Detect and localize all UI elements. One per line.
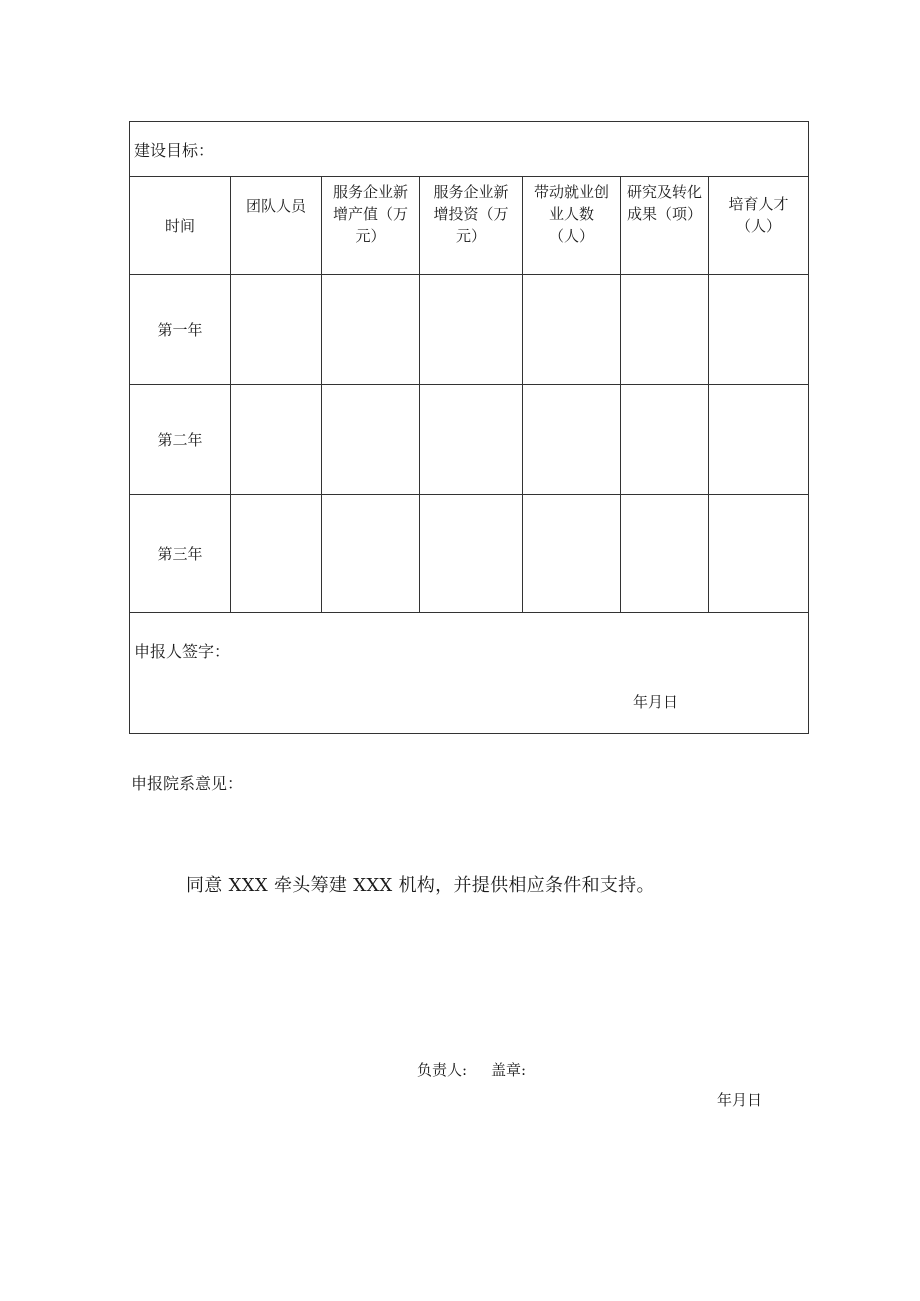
input-cell[interactable] (420, 385, 523, 495)
responsible-person-label: 负责人: (417, 1061, 468, 1079)
input-cell[interactable] (322, 275, 420, 385)
header-jobs-line1: 带动就业创 (533, 183, 609, 201)
application-table (129, 121, 809, 734)
year-cell: 第一年 (130, 275, 231, 385)
seal-label: 盖章: (491, 1061, 527, 1079)
input-cell[interactable] (621, 385, 709, 495)
signature-label: 申报人签字： (134, 642, 231, 661)
input-cell[interactable] (322, 495, 420, 613)
header-research-line1: 研究及转化 (626, 183, 702, 201)
header-row (130, 177, 809, 275)
header-jobs (523, 177, 621, 275)
input-cell[interactable] (420, 495, 523, 613)
year-cell: 第二年 (130, 385, 231, 495)
header-invest-line3: 元） (455, 227, 486, 245)
department-opinion-label: 申报院系意见： (131, 774, 244, 793)
year-cell: 第三年 (130, 495, 231, 613)
header-output-line3: 元） (355, 227, 386, 245)
input-cell[interactable] (621, 495, 709, 613)
input-cell[interactable] (231, 495, 322, 613)
goal-row (130, 122, 809, 177)
header-time-label: 时间 (164, 216, 195, 235)
header-talent (709, 177, 809, 275)
header-jobs-line2: 业人数 (548, 205, 594, 223)
header-team (231, 177, 322, 275)
signature-row (130, 613, 809, 734)
header-invest-line2: 增投资（万 (433, 205, 509, 223)
table-row (130, 495, 809, 613)
header-invest-line1: 服务企业新 (433, 183, 509, 201)
input-cell[interactable] (709, 385, 809, 495)
header-investment (420, 177, 523, 275)
opinion-date: 年月日 (717, 1091, 763, 1109)
input-cell[interactable] (621, 275, 709, 385)
signature-date: 年月日 (633, 693, 679, 711)
table-row (130, 275, 809, 385)
input-cell[interactable] (523, 495, 621, 613)
input-cell[interactable] (322, 385, 420, 495)
input-cell[interactable] (523, 275, 621, 385)
header-research-line2: 成果（项） (626, 205, 702, 223)
input-cell[interactable] (709, 275, 809, 385)
header-team-label: 团队人员 (245, 197, 306, 215)
header-talent-line2: （人） (736, 217, 782, 235)
header-time (130, 177, 231, 275)
goal-label: 建设目标： (134, 140, 215, 160)
input-cell[interactable] (231, 275, 322, 385)
input-cell[interactable] (523, 385, 621, 495)
table-row (130, 385, 809, 495)
header-jobs-line3: （人） (548, 227, 594, 245)
header-talent-line1: 培育人才 (728, 195, 789, 213)
header-output (322, 177, 420, 275)
input-cell[interactable] (420, 275, 523, 385)
input-cell[interactable] (709, 495, 809, 613)
header-output-line2: 增产值（万 (332, 205, 408, 223)
header-output-line1: 服务企业新 (332, 183, 408, 201)
header-research (621, 177, 709, 275)
input-cell[interactable] (231, 385, 322, 495)
consent-statement: 同意 XXX 牵头筹建 XXX 机构，并提供相应条件和支持。 (186, 875, 655, 896)
